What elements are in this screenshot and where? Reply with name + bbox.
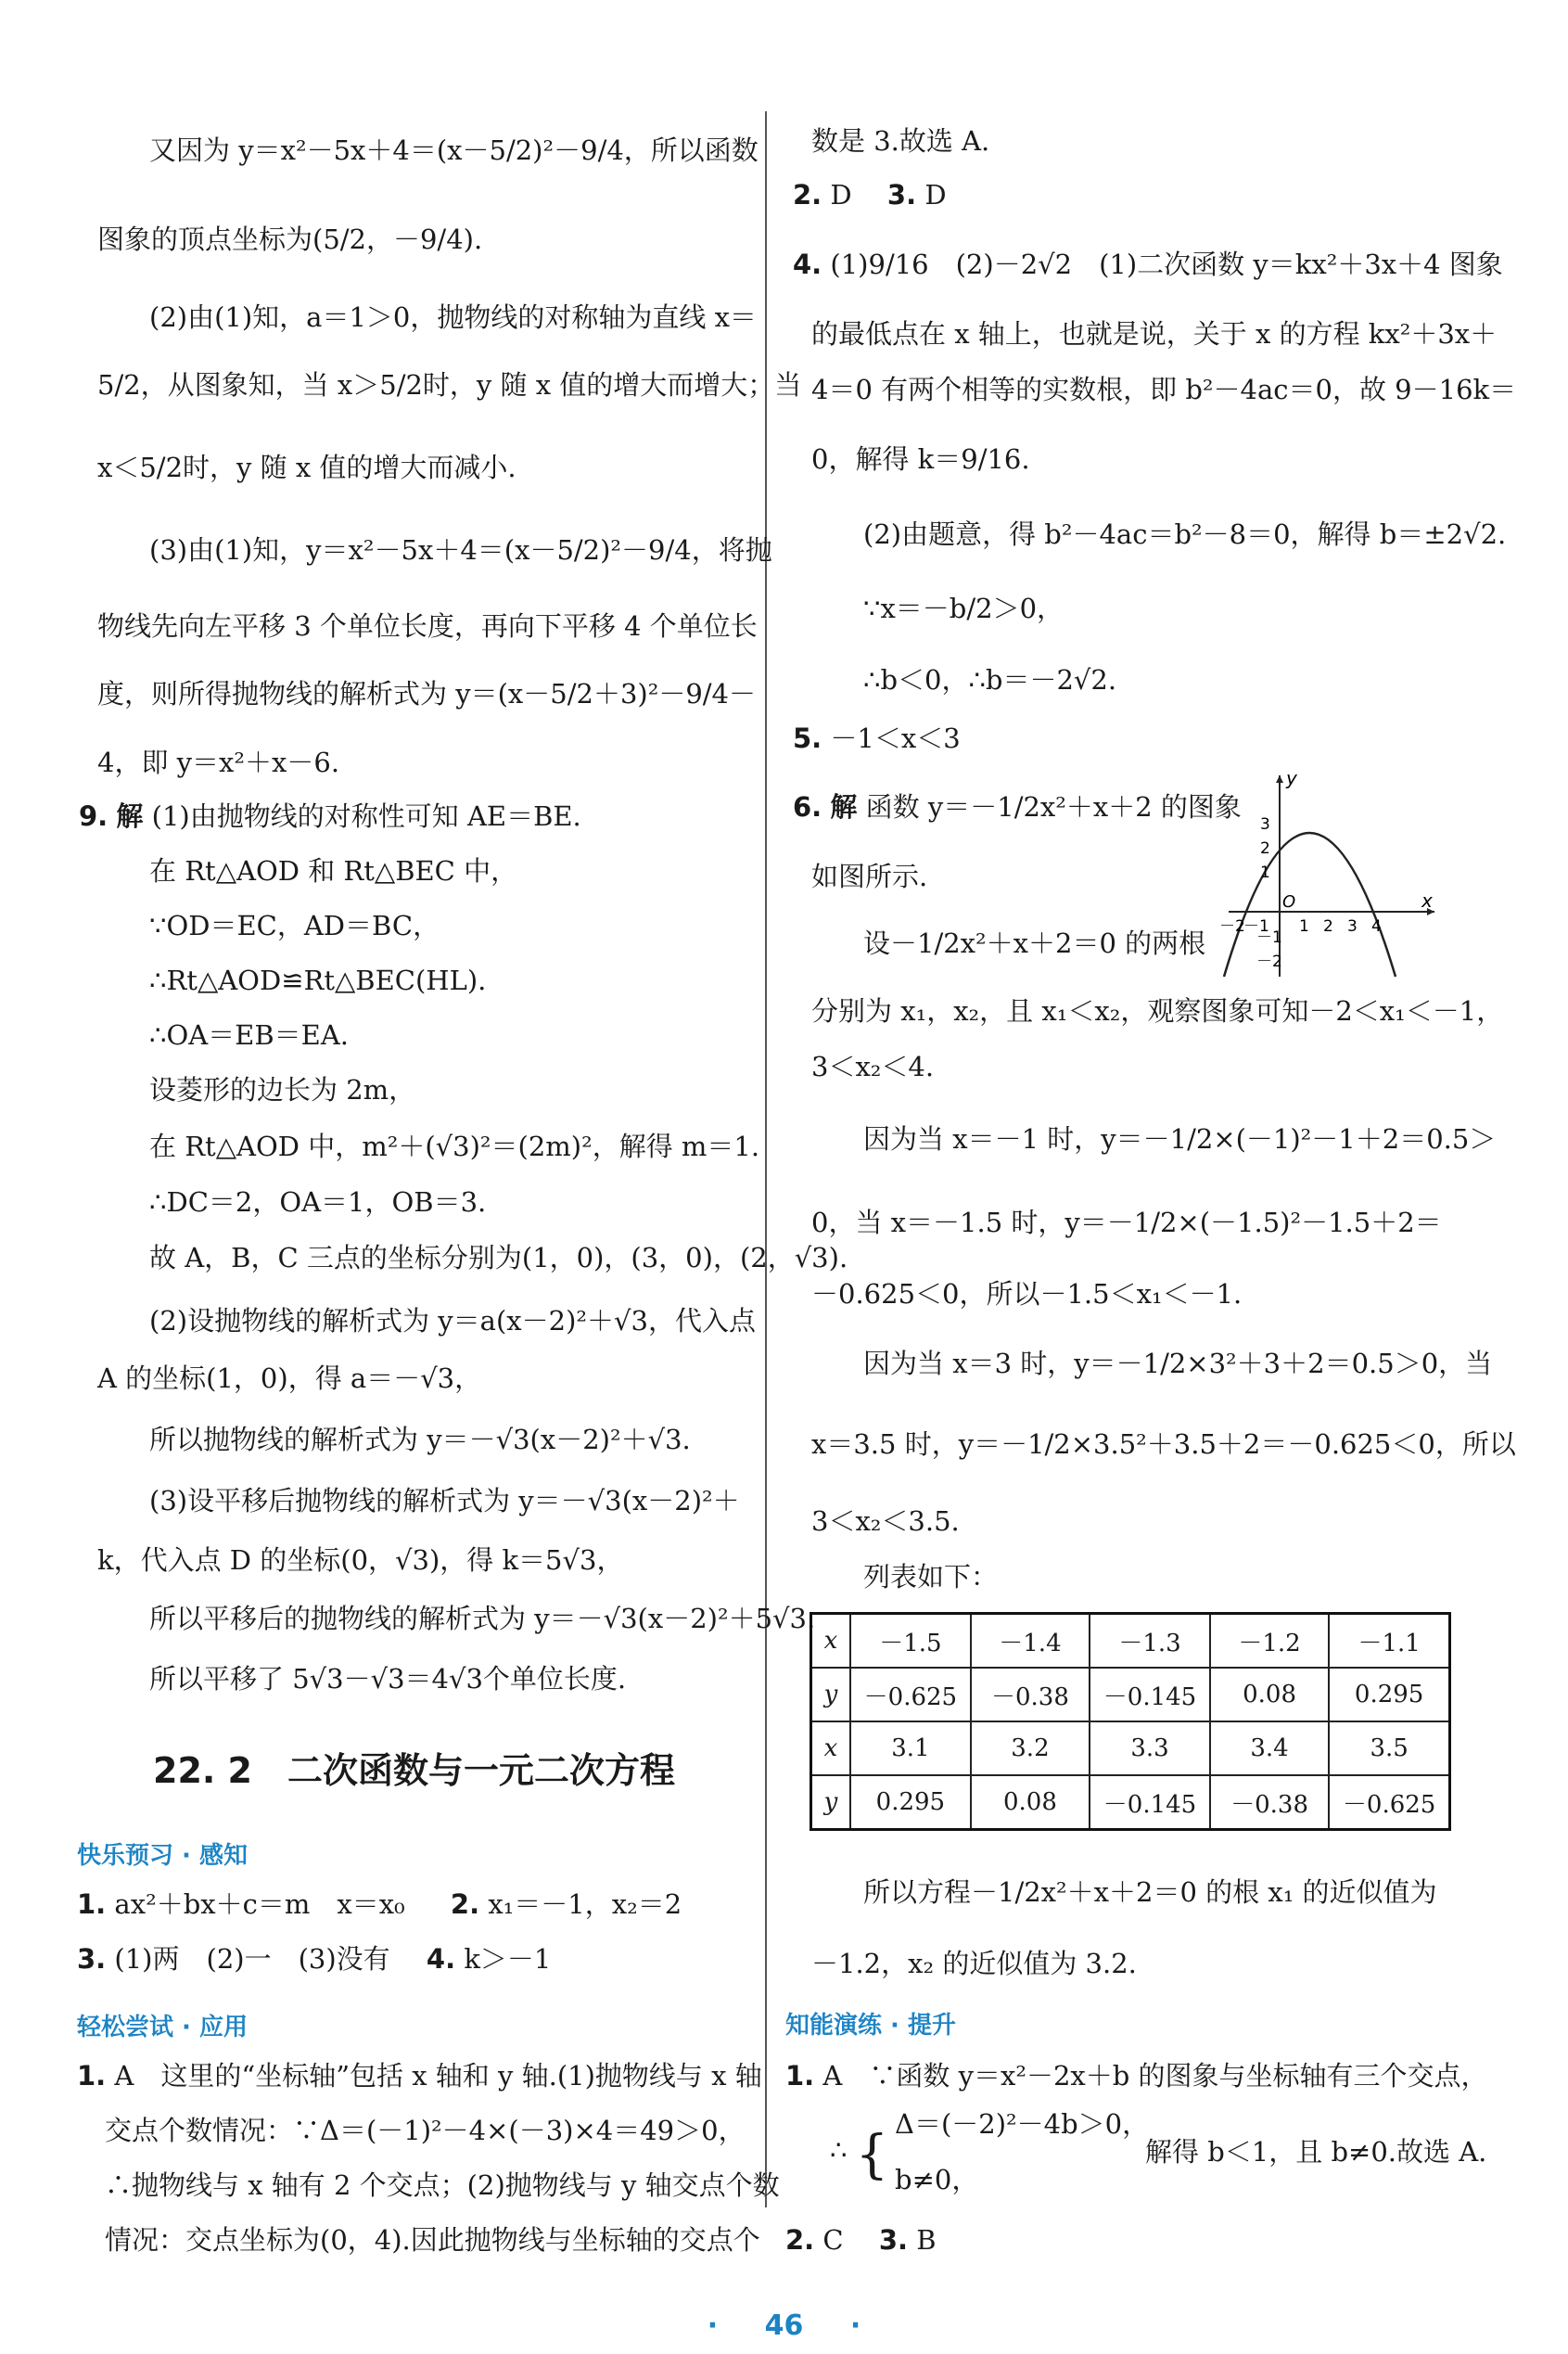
footer-dot: · [707, 2309, 719, 2342]
text-line: 设菱形的边长为 2m， [149, 1074, 416, 1106]
text-line: 因为当 x＝3 时，y＝－1/2×3²＋3＋2＝0.5＞0，当 [863, 1348, 1493, 1379]
parabola-graph [1219, 768, 1442, 981]
question-number: 4. [426, 1943, 456, 1975]
text-line: 又因为 y＝x²－5x＋4＝(x－5/2)²－9/4，所以函数 [149, 134, 759, 166]
text-line: x＜5/2时，y 随 x 值的增大而减小. [97, 452, 516, 483]
question-number: 1. [77, 1888, 107, 1920]
answer-text: C [822, 2224, 871, 2256]
text-line: 所以平移了 5√3－√3＝4√3个单位长度. [149, 1663, 627, 1695]
text-line: x＝3.5 时，y＝－1/2×3.5²＋3.5＋2＝－0.625＜0，所以 [811, 1428, 1516, 1460]
y-axis-arrow [1276, 775, 1283, 783]
text-line: －1.2，x₂ 的近似值为 3.2. [811, 1948, 1137, 1979]
try-question-1 [77, 2057, 762, 2094]
table-cell: 0.295 [850, 1775, 971, 1830]
text-line: (3)由(1)知，y＝x²－5x＋4＝(x－5/2)²－9/4，将抛 [149, 534, 772, 566]
table-cell: 0.08 [971, 1775, 1090, 1830]
text-line: 4＝0 有两个相等的实数根，即 b²－4ac＝0，故 9－16k＝ [811, 374, 1517, 405]
question-9 [79, 798, 581, 835]
table-cell: －0.625 [1329, 1775, 1449, 1830]
answer-text: (1)两 (2)一 (3)没有 [114, 1943, 390, 1975]
y-tick-label: 2 [1260, 839, 1270, 858]
text-line: k，代入点 D 的坐标(0，√3)，得 k＝5√3， [97, 1544, 624, 1576]
text-line: ∴抛物线与 x 轴有 2 个交点；(2)抛物线与 y 轴交点个数 [105, 2169, 780, 2201]
text-line: (3)设平移后抛物线的解析式为 y＝－√3(x－2)²＋ [149, 1485, 740, 1516]
answer-label: 解 [116, 800, 144, 832]
table-cell: －0.38 [1210, 1775, 1329, 1830]
table-cell: 3.5 [1329, 1721, 1449, 1775]
text-line: (2)设抛物线的解析式为 y＝a(x－2)²＋√3，代入点 [149, 1305, 756, 1337]
table-cell: －0.38 [971, 1668, 1090, 1721]
text-line: (2)由(1)知，a＝1＞0，抛物线的对称轴为直线 x＝ [149, 301, 757, 333]
table-row [811, 1721, 1450, 1775]
section-band: 知能演练 · 提升 [785, 2012, 956, 2040]
question-number: 3. [878, 2224, 909, 2256]
y-tick-label: 3 [1260, 815, 1270, 834]
question-4 [793, 246, 1503, 283]
text-line: 情况：交点坐标为(0，4).因此抛物线与坐标轴的交点个 [105, 2224, 760, 2256]
y-tick-label: －2 [1256, 953, 1282, 971]
answers-2-3 [793, 176, 947, 213]
question-number: 2. [785, 2224, 815, 2256]
section-band: 轻松尝试 · 应用 [77, 2014, 248, 2041]
text-line: 解得 b＜1，且 b≠0.故选 A. [1145, 2136, 1487, 2168]
inequality-system [830, 2125, 889, 2185]
text-line: 因为当 x＝－1 时，y＝－1/2×(－1)²－1＋2＝0.5＞ [863, 1123, 1497, 1155]
preview-answers-row1 [77, 1886, 682, 1923]
text-line: A 这里的“坐标轴”包括 x 轴和 y 轴.(1)抛物线与 x 轴 [114, 2060, 762, 2092]
therefore-symbol: ∴ [830, 2134, 848, 2166]
text-line: 物线先向左平移 3 个单位长度，再向下平移 4 个单位长 [97, 610, 758, 642]
x-tick-label: 4 [1371, 917, 1382, 936]
column-divider [765, 111, 767, 2207]
section-title: 22. 2 二次函数与一元二次方程 [153, 1750, 675, 1791]
x-tick-label: 3 [1347, 917, 1358, 936]
table-row [811, 1775, 1450, 1830]
table-header-cell: y [811, 1668, 851, 1721]
table-cell: －1.3 [1090, 1614, 1210, 1669]
x-tick-label: 1 [1299, 917, 1309, 936]
question-number: 4. [793, 249, 822, 280]
text-line: 3＜x₂＜3.5. [811, 1505, 960, 1537]
answer-text: －1＜x＜3 [830, 723, 961, 754]
table-cell: －0.145 [1090, 1775, 1210, 1830]
text-line: 度，则所得抛物线的解析式为 y＝(x－5/2＋3)²－9/4－ [97, 678, 757, 710]
question-6 [793, 788, 1242, 825]
question-5 [793, 720, 961, 757]
table-cell: 3.2 [971, 1721, 1090, 1775]
table-cell: －0.145 [1090, 1668, 1210, 1721]
system-line: Δ＝(－2)²－4b＞0， [895, 2108, 1150, 2140]
page-footer [0, 2309, 1568, 2342]
text-line: ∵OD＝EC，AD＝BC， [149, 910, 440, 941]
text-line: ∴Rt△AOD≌Rt△BEC(HL). [149, 965, 487, 996]
x-axis-label: x [1421, 889, 1433, 912]
text-line: －0.625＜0，所以－1.5＜x₁＜－1. [811, 1278, 1243, 1310]
table-cell: 3.3 [1090, 1721, 1210, 1775]
y-axis-label: y [1286, 768, 1297, 789]
text-line: ∴b＜0，∴b＝－2√2. [863, 664, 1117, 696]
extension-answers-2-3 [785, 2221, 937, 2258]
text-line: 4，即 y＝x²＋x－6. [97, 747, 340, 778]
text-line: 在 Rt△AOD 和 Rt△BEC 中， [149, 855, 518, 887]
text-line: 设－1/2x²＋x＋2＝0 的两根 [863, 928, 1206, 959]
text-line: A 的坐标(1，0)，得 a＝－√3， [97, 1363, 482, 1394]
answer-text: D [924, 179, 947, 211]
table-row [811, 1614, 1450, 1669]
extension-question-1 [785, 2057, 1488, 2094]
text-line: 如图所示. [811, 861, 928, 892]
text-line: ∴OA＝EB＝EA. [149, 1019, 349, 1051]
table-header-cell: y [811, 1775, 851, 1830]
answer-label: 解 [830, 791, 858, 823]
preview-answers-row2 [77, 1940, 551, 1977]
text-line: 所以方程－1/2x²＋x＋2＝0 的根 x₁ 的近似值为 [863, 1876, 1437, 1908]
table-cell: －1.4 [971, 1614, 1090, 1669]
text-line: (1)由抛物线的对称性可知 AE＝BE. [151, 800, 581, 832]
question-number: 3. [77, 1943, 107, 1975]
question-number: 3. [886, 179, 917, 211]
page-number: 46 [764, 2309, 804, 2342]
y-tick-label: 1 [1260, 864, 1270, 882]
table-cell: －1.2 [1210, 1614, 1329, 1669]
text-line: 5/2，从图象知，当 x＞5/2时，y 随 x 值的增大而增大；当 [97, 369, 802, 401]
text-line: ∵x＝－b/2＞0， [863, 593, 1064, 624]
text-line: 所以抛物线的解析式为 y＝－√3(x－2)²＋√3. [149, 1424, 691, 1455]
value-table [809, 1612, 1451, 1831]
text-line: 在 Rt△AOD 中，m²＋(√3)²＝(2m)²，解得 m＝1. [149, 1131, 760, 1162]
question-number: 9. [79, 800, 108, 832]
question-number: 2. [450, 1888, 480, 1920]
section-band: 快乐预习 · 感知 [77, 1842, 248, 1870]
table-cell: 0.295 [1329, 1668, 1449, 1721]
text-line: 图象的顶点坐标为(5/2，－9/4). [97, 224, 483, 255]
question-number: 1. [785, 2060, 815, 2092]
x-tick-label: 2 [1323, 917, 1333, 936]
x-tick-label: －1 [1243, 917, 1269, 936]
table-cell: －1.5 [850, 1614, 971, 1669]
table-header-cell: x [811, 1614, 851, 1669]
text-line: 故 A，B，C 三点的坐标分别为(1，0)，(3，0)，(2，√3). [149, 1242, 848, 1273]
answer-text: D [830, 179, 879, 211]
table-cell: 3.4 [1210, 1721, 1329, 1775]
x-tick-label: －2 [1219, 917, 1245, 936]
answer-text: x₁＝－1，x₂＝2 [488, 1888, 682, 1920]
table-cell: －0.625 [850, 1668, 971, 1721]
text-line: (1)9/16 (2)－2√2 (1)二次函数 y＝kx²＋3x＋4 图象 [830, 249, 1503, 280]
text-line: ∴DC＝2，OA＝1，OB＝3. [149, 1186, 487, 1218]
y-tick-label: －1 [1256, 928, 1282, 947]
table-cell: 0.08 [1210, 1668, 1329, 1721]
text-line: A ∵函数 y＝x²－2x＋b 的图象与坐标轴有三个交点， [822, 2060, 1488, 2092]
answer-text: B [916, 2224, 937, 2256]
text-line: 所以平移后的抛物线的解析式为 y＝－√3(x－2)²＋5√3. [149, 1603, 816, 1634]
text-line: 列表如下： [863, 1561, 999, 1593]
question-number: 5. [793, 723, 822, 754]
table-cell: 3.1 [850, 1721, 971, 1775]
text-line: 0，解得 k＝9/16. [811, 443, 1030, 475]
table-header-cell: x [811, 1721, 851, 1775]
text-line: 数是 3.故选 A. [811, 125, 990, 157]
parabola-curve [1224, 833, 1396, 977]
answer-text: k＞－1 [464, 1943, 552, 1975]
question-number: 1. [77, 2060, 107, 2092]
left-brace: { [855, 2125, 889, 2185]
text-line: 3＜x₂＜4. [811, 1051, 935, 1082]
question-number: 2. [793, 179, 822, 211]
text-line: 分别为 x₁，x₂，且 x₁＜x₂，观察图象可知－2＜x₁＜－1， [811, 995, 1504, 1027]
origin-label: O [1282, 892, 1296, 912]
system-line: b≠0， [895, 2164, 979, 2195]
answer-text: ax²＋bx＋c＝m x＝x₀ [114, 1888, 405, 1920]
text-line: 交点个数情况：∵Δ＝(－1)²－4×(－3)×4＝49＞0， [105, 2115, 746, 2146]
text-line: 0，当 x＝－1.5 时，y＝－1/2×(－1.5)²－1.5＋2＝ [811, 1207, 1442, 1238]
table-row [811, 1668, 1450, 1721]
text-line: (2)由题意，得 b²－4ac＝b²－8＝0，解得 b＝±2√2. [863, 518, 1507, 550]
question-number: 6. [793, 791, 822, 823]
table-cell: －1.1 [1329, 1614, 1449, 1669]
right-column [785, 0, 1517, 2354]
text-line: 的最低点在 x 轴上，也就是说，关于 x 的方程 kx²＋3x＋ [811, 318, 1498, 350]
text-line: 函数 y＝－1/2x²＋x＋2 的图象 [865, 791, 1242, 823]
footer-dot: · [849, 2309, 861, 2342]
